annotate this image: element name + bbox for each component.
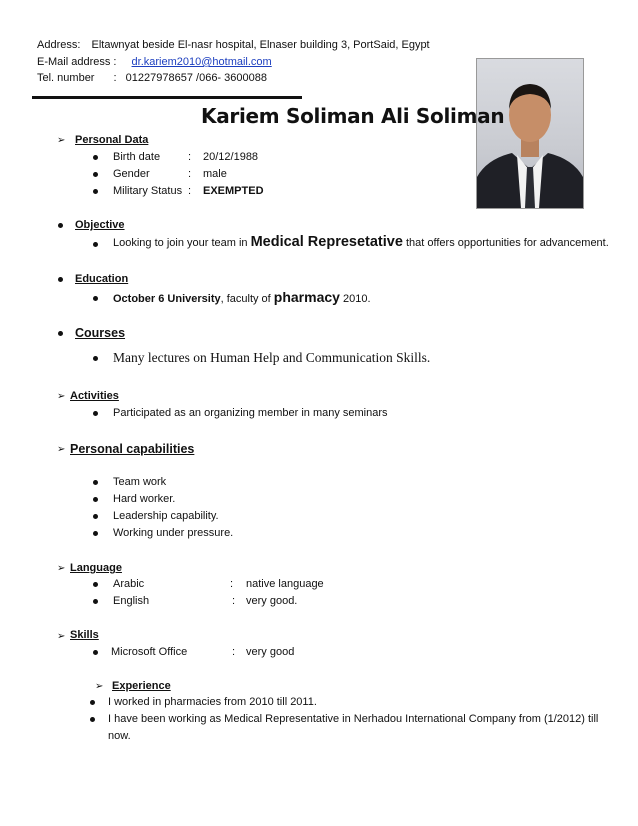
gender-value: male <box>203 168 227 180</box>
education-university: October 6 University <box>113 293 221 305</box>
education-text <box>113 289 371 305</box>
bullet-icon <box>93 356 98 361</box>
skill-ms-office: Microsoft Office <box>111 646 188 658</box>
bullet-icon <box>93 242 98 247</box>
arrow-bullet-icon: ➢ <box>95 681 104 692</box>
bullet-icon <box>93 582 98 587</box>
objective-pre: Looking to join your team in <box>113 237 248 249</box>
bullet-icon <box>90 700 95 705</box>
education-mid: , faculty of <box>220 293 271 305</box>
experience-item: I worked in pharmacies from 2010 till 2011. <box>108 696 317 708</box>
section-courses: Courses <box>75 326 126 340</box>
military-label: Military Status <box>113 185 183 197</box>
profile-photo <box>476 58 584 209</box>
section-skills: Skills <box>70 629 99 641</box>
objective-text <box>113 234 609 250</box>
skill-level: very good <box>246 646 295 658</box>
tel-line <box>37 72 267 84</box>
address-label: Address: <box>37 39 81 51</box>
address-value: Eltawnyat beside El-nasr hospital, Elnaser building 3, PortSaid, Egypt <box>91 39 430 51</box>
bullet-icon <box>93 514 98 519</box>
skill-colon: : <box>232 646 236 658</box>
education-faculty: pharmacy <box>273 289 340 305</box>
email-label: E-Mail address : <box>37 56 117 68</box>
gender-colon: : <box>188 168 192 180</box>
address-line <box>37 39 430 51</box>
arrow-bullet-icon: ➢ <box>57 444 66 455</box>
email-link[interactable]: dr.kariem2010@hotmail.com <box>131 56 272 68</box>
bullet-icon <box>93 650 98 655</box>
section-language: Language <box>70 562 122 574</box>
birth-value: 20/12/1988 <box>203 151 259 163</box>
capability-item: Hard worker. <box>113 493 176 505</box>
capability-item: Team work <box>113 476 167 488</box>
language-arabic-colon: : <box>230 578 234 590</box>
bullet-icon <box>90 717 95 722</box>
tel-value: 01227978657 /066- 3600088 <box>125 72 267 84</box>
bullet-icon <box>93 296 98 301</box>
bullet-icon <box>93 172 98 177</box>
bullet-icon <box>93 480 98 485</box>
experience-item: I have been working as Medical Representative in Nerhadou International Company from (1/2012) till <box>108 713 599 725</box>
courses-item: Many lectures on Human Help and Communication Skills. <box>113 350 431 365</box>
bullet-icon <box>93 599 98 604</box>
language-arabic-level: native language <box>246 578 324 590</box>
bullet-icon <box>93 189 98 194</box>
capability-item: Working under pressure. <box>113 527 234 539</box>
objective-role: Medical Represetative <box>250 234 403 250</box>
bullet-icon <box>58 277 63 282</box>
bullet-icon <box>58 331 63 336</box>
email-line <box>37 56 272 68</box>
birth-label: Birth date <box>113 151 161 163</box>
activities-item: Participated as an organizing member in many seminars <box>113 407 388 419</box>
tel-colon: : <box>113 72 117 84</box>
tel-label: Tel. number <box>37 72 95 84</box>
header-divider <box>32 96 302 99</box>
objective-post: that offers opportunities for advancement. <box>405 237 609 249</box>
bullet-icon <box>93 411 98 416</box>
bullet-icon <box>93 155 98 160</box>
experience-item-continued: now. <box>108 730 131 742</box>
bullet-icon <box>93 531 98 536</box>
arrow-bullet-icon: ➢ <box>57 135 66 146</box>
gender-label: Gender <box>113 168 150 180</box>
candidate-name: Kariem Soliman Ali Soliman <box>201 104 505 128</box>
section-education: Education <box>75 273 129 285</box>
section-personal-data: Personal Data <box>75 134 149 146</box>
bullet-icon <box>93 497 98 502</box>
section-capabilities: Personal capabilities <box>70 442 195 456</box>
education-year: 2010. <box>343 293 371 305</box>
section-experience: Experience <box>112 680 171 692</box>
military-value: EXEMPTED <box>203 185 264 197</box>
bullet-icon <box>58 223 63 228</box>
birth-colon: : <box>188 151 192 163</box>
language-english-colon: : <box>232 595 236 607</box>
arrow-bullet-icon: ➢ <box>57 563 66 574</box>
capability-item: Leadership capability. <box>113 510 219 522</box>
military-colon: : <box>188 185 192 197</box>
section-activities: Activities <box>70 390 119 402</box>
section-objective: Objective <box>75 219 125 231</box>
language-english: English <box>113 595 150 607</box>
arrow-bullet-icon: ➢ <box>57 631 66 642</box>
language-arabic: Arabic <box>113 578 145 590</box>
language-english-level: very good. <box>246 595 298 607</box>
arrow-bullet-icon: ➢ <box>57 391 66 402</box>
